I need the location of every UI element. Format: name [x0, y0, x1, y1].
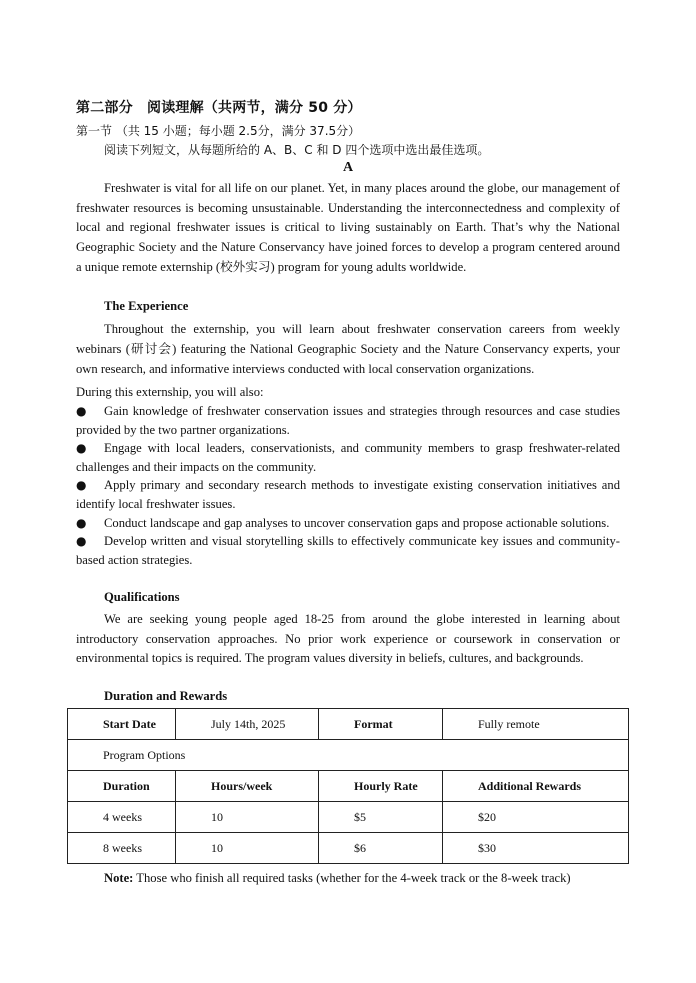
table-cell: 4 weeks	[68, 802, 176, 833]
start-date-value: July 14th, 2025	[176, 709, 319, 740]
passage-label: A	[342, 160, 354, 175]
section-line: 第一节 （共 15 小题；每小题 2.5分，满分 37.5分）	[76, 124, 361, 138]
table-cell: 8 weeks	[68, 833, 176, 864]
table-cell: 10	[176, 833, 319, 864]
experience-bullet-list	[76, 402, 620, 569]
note-text: Those who finish all required tasks (whether for the 4-week track or the 8-week track)	[133, 871, 571, 885]
format-label: Format	[319, 709, 443, 740]
table-header-row	[68, 771, 629, 802]
table-row	[68, 740, 629, 771]
bullet-item	[76, 532, 620, 569]
column-header: Additional Rewards	[443, 771, 629, 802]
bullet-item	[76, 439, 620, 476]
column-header: Hours/week	[176, 771, 319, 802]
column-header: Duration	[68, 771, 176, 802]
note-line	[104, 871, 571, 886]
experience-lead: During this externship, you will also:	[76, 385, 264, 399]
table-row	[68, 709, 629, 740]
bullet-icon: ●	[76, 404, 87, 418]
table-row	[68, 833, 629, 864]
table-cell: $6	[319, 833, 443, 864]
program-options-label: Program Options	[68, 740, 629, 771]
experience-paragraph: Throughout the externship, you will learn about freshwater conservation careers from weekly webinars (研讨会) featuring the National Geographic Society and the Nature Conservancy experts, your own research, and informative interviews conducted with local conservation organizations.	[76, 322, 620, 376]
bullet-item	[76, 476, 620, 513]
bullet-text: Apply primary and secondary research methods to investigate existing conservation initiatives and identify local freshwater issues.	[76, 478, 620, 511]
experience-heading: The Experience	[104, 299, 189, 313]
bullet-text: Develop written and visual storytelling skills to effectively communicate key issues and community-based action strategies.	[76, 534, 620, 567]
rewards-table	[67, 708, 629, 864]
qualifications-heading: Qualifications	[104, 590, 180, 604]
intro-paragraph: Freshwater is vital for all life on our planet. Yet, in many places around the globe, our management of freshwater resources is becoming unsustainable. Understanding the interconnectedness and complexity of local and regional freshwater issues is critical to living sustainably on Earth. That’s why the National Geographic Society and the Nature Conservancy have joined forces to develop a program centered around a unique remote externship (校外实习) program for young adults worldwide.	[76, 181, 620, 274]
start-date-label: Start Date	[68, 709, 176, 740]
column-header: Hourly Rate	[319, 771, 443, 802]
bullet-icon: ●	[76, 534, 87, 549]
bullet-icon: ●	[76, 515, 87, 530]
table-row	[68, 802, 629, 833]
bullet-text: Gain knowledge of freshwater conservation issues and strategies through resources and case studies provided by the two partner organizations.	[76, 404, 620, 437]
bullet-item	[76, 402, 620, 439]
bullet-icon: ●	[76, 478, 87, 493]
part-title: 第二部分 阅读理解（共两节，满分 50 分）	[76, 100, 362, 116]
rewards-heading: Duration and Rewards	[104, 689, 228, 703]
table-cell: $30	[443, 833, 629, 864]
qualifications-paragraph: We are seeking young people aged 18-25 from around the globe interested in learning about introductory conservation approaches. No prior work experience or coursework in conservation or environmental topics is required. The program values diversity in beliefs, cultures, and backgrounds.	[76, 612, 620, 666]
note-label: Note:	[104, 871, 134, 885]
table-cell: 10	[176, 802, 319, 833]
table-cell: $20	[443, 802, 629, 833]
bullet-item	[76, 514, 620, 533]
bullet-icon: ●	[76, 441, 87, 456]
format-value: Fully remote	[443, 709, 629, 740]
instruction-text: 阅读下列短文，从每题所给的 A、B、C 和 D 四个选项中选出最佳选项。	[104, 143, 490, 157]
bullet-text: Engage with local leaders, conservationists, and community members to grasp freshwater-related challenges and their impacts on the community.	[76, 441, 620, 474]
table-cell: $5	[319, 802, 443, 833]
bullet-text: Conduct landscape and gap analyses to uncover conservation gaps and propose actionable solutions.	[104, 515, 610, 530]
